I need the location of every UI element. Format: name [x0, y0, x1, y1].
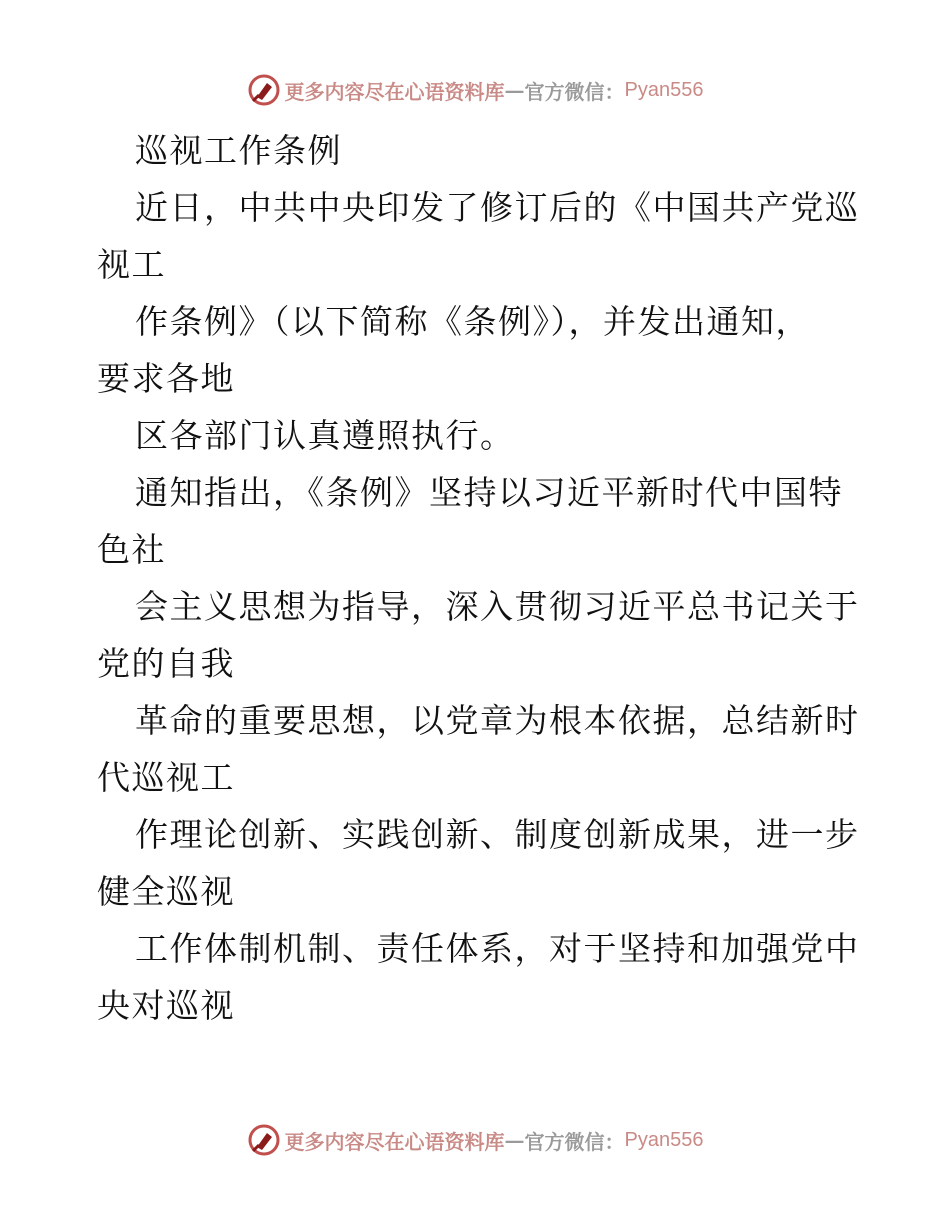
paragraph-line: 健全巡视 [97, 872, 235, 911]
header-watermark-banner [0, 70, 950, 110]
pen-nib-logo-icon [247, 73, 281, 107]
footer-wechat-id: Pyan556 [624, 1128, 704, 1151]
paragraph-line: 作条例》（以下简称《条例》），并发出通知， [135, 302, 810, 341]
paragraph-line: 色社 [97, 530, 166, 569]
header-wechat-label: 官方微信： [524, 79, 625, 104]
footer-watermark-banner [0, 1120, 950, 1160]
pen-nib-logo-icon [247, 1123, 281, 1157]
footer-wechat-label: 官方微信： [524, 1129, 625, 1154]
footer-site-text: 更多内容尽在心语资料库 [284, 1129, 505, 1154]
header-separator: — [504, 78, 525, 102]
paragraph-line: 央对巡视 [97, 986, 235, 1025]
document-title: 巡视工作条例 [135, 131, 342, 170]
paragraph-line: 近日，中共中央印发了修订后的《中国共产党巡 [135, 188, 860, 227]
footer-separator: — [504, 1128, 525, 1152]
paragraph-line: 革命的重要思想，以党章为根本依据，总结新时 [135, 701, 860, 740]
paragraph-line: 工作体制机制、责任体系，对于坚持和加强党中 [135, 929, 860, 968]
paragraph-line: 党的自我 [97, 644, 235, 683]
paragraph-line: 会主义思想为指导，深入贯彻习近平总书记关于 [135, 587, 860, 626]
header-site-text: 更多内容尽在心语资料库 [284, 79, 505, 104]
paragraph-line: 作理论创新、实践创新、制度创新成果，进一步 [135, 815, 860, 854]
paragraph-line: 区各部门认真遵照执行。 [135, 416, 515, 455]
header-wechat-id: Pyan556 [624, 78, 704, 101]
document-body [97, 122, 867, 1034]
paragraph-line: 视工 [97, 245, 166, 284]
paragraph-line: 通知指出，《条例》坚持以习近平新时代中国特 [135, 473, 843, 512]
paragraph-line: 代巡视工 [97, 758, 235, 797]
paragraph-line: 要求各地 [97, 359, 235, 398]
